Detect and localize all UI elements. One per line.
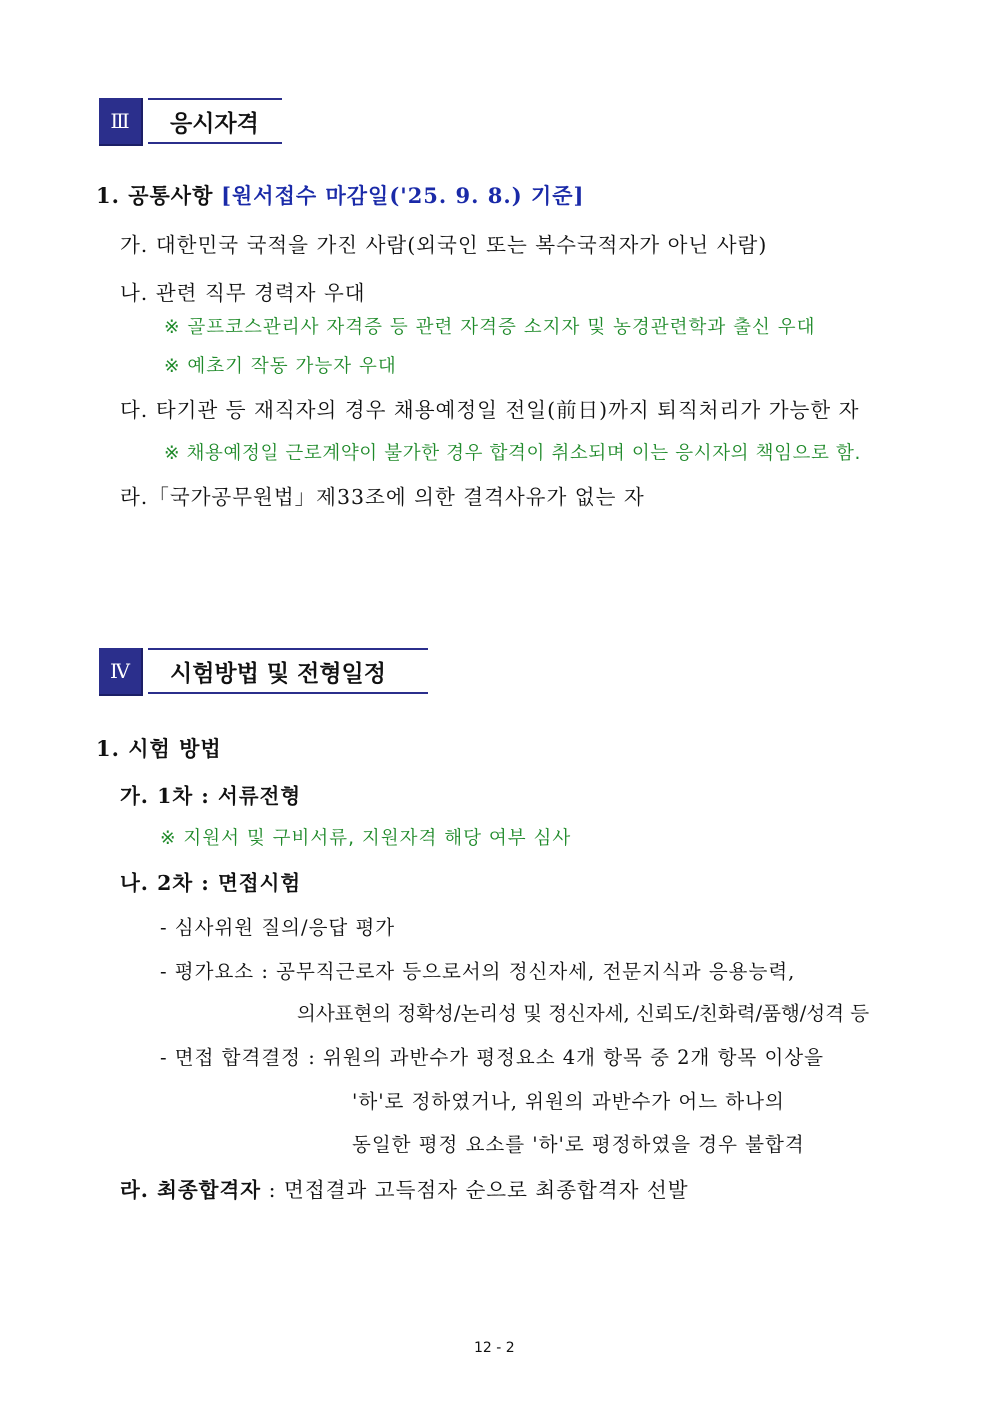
s4-dash-2-line-1: - 평가요소 : 공무직근로자 등으로서의 정신자세, 전문지식과 응용능력, [160, 960, 796, 983]
s4-dash-3-line-1: - 면접 합격결정 : 위원의 과반수가 평정요소 4개 항목 중 2개 항목 이상을 [160, 1046, 824, 1069]
s3-da: 다. 타기관 등 재직자의 경우 채용예정일 전일(前日)까지 퇴직처리가 가능한 자 [120, 398, 860, 422]
s3-item-1: 1. 공통사항 [원서접수 마감일('25. 9. 8.) 기준] [96, 183, 585, 208]
section-3-badge [99, 98, 143, 146]
section-4-badge [99, 648, 143, 696]
s3-na: 나. 관련 직무 경력자 우대 [120, 281, 366, 305]
s4-item-1: 1. 시험 방법 [96, 736, 222, 761]
section-3-numeral: Ⅲ [110, 109, 130, 133]
s4-dash-3-line-2: '하'로 정하였거나, 위원의 과반수가 어느 하나의 [352, 1090, 785, 1113]
s3-ga: 가. 대한민국 국적을 가진 사람(외국인 또는 복수국적자가 아닌 사람) [120, 233, 768, 257]
s4-dash-1: - 심사위원 질의/응답 평가 [160, 916, 396, 939]
s4-ga: 가. 1차 : 서류전형 [120, 784, 302, 808]
s4-dash-3-line-3: 동일한 평정 요소를 '하'로 평정하였을 경우 불합격 [352, 1133, 805, 1156]
deadline-note: [원서접수 마감일('25. 9. 8.) 기준] [221, 183, 585, 208]
s3-na-note-1: ※ 골프코스관리사 자격증 등 관련 자격증 소지자 및 농경관련학과 출신 우대 [164, 317, 816, 338]
s4-ga-note: ※ 지원서 및 구비서류, 지원자격 해당 여부 심사 [160, 828, 572, 849]
s3-na-note-2: ※ 예초기 작동 가능자 우대 [164, 356, 397, 377]
s3-ra: 라.「국가공무원법」제33조에 의한 결격사유가 없는 자 [120, 485, 645, 509]
section-4-title: 시험방법 및 전형일정 [148, 648, 428, 694]
section-4-numeral: Ⅳ [110, 659, 130, 683]
page-number: 12 - 2 [474, 1340, 515, 1356]
s4-dash-2-line-2: 의사표현의 정확성/논리성 및 정신자세, 신뢰도/친화력/품행/성격 등 [297, 1002, 870, 1025]
s4-na: 나. 2차 : 면접시험 [120, 871, 302, 895]
s3-da-note: ※ 채용예정일 근로계약이 불가한 경우 합격이 취소되며 이는 응시자의 책임으로 함. [164, 443, 861, 464]
s4-ra: 라. 최종합격자 : 면접결과 고득점자 순으로 최종합격자 선발 [120, 1178, 689, 1202]
section-3-title: 응시자격 [148, 98, 282, 144]
